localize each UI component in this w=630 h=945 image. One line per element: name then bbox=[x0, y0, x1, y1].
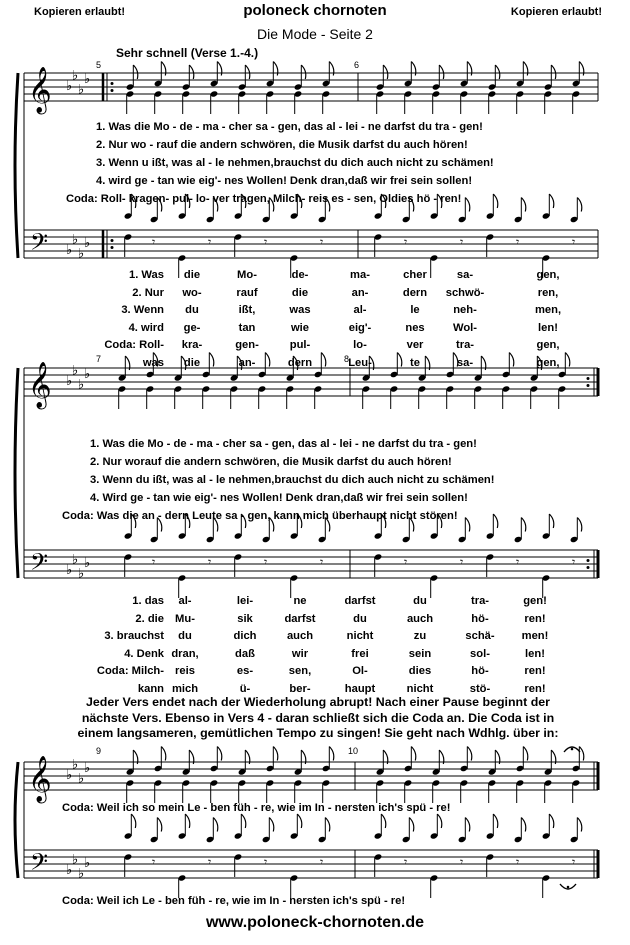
lyric-syllable: 4. wird bbox=[128, 321, 164, 334]
treble-clef: 𝄞 bbox=[28, 67, 52, 113]
note-flag bbox=[381, 814, 386, 828]
lyric-syllable: reis bbox=[175, 665, 195, 677]
lyric-syllable: nicht bbox=[406, 682, 434, 695]
lyric-syllable: 1. Was bbox=[128, 269, 164, 281]
lyric-syllable: darfst bbox=[344, 595, 376, 607]
flat-sign: ♭ bbox=[78, 82, 85, 98]
lyric-line: Coda: Weil ich Le - ben füh - re, wie im In - nersten ich's spü - re! bbox=[62, 895, 406, 907]
measure-number: 9 bbox=[96, 746, 102, 756]
lyric-syllable: hö- bbox=[471, 612, 489, 625]
lyric-syllable: ver bbox=[406, 339, 424, 351]
lyric-line: 3. Wenn u ißt, was al - le nehmen,brauchst du dich auch nicht zu schämen! bbox=[96, 157, 494, 169]
lyric-syllable: 2. Nur bbox=[132, 286, 164, 299]
lyric-syllable: al- bbox=[178, 595, 192, 607]
note-flag bbox=[577, 518, 582, 532]
rest-sign: 𝄾 bbox=[152, 555, 156, 569]
flat-sign: ♭ bbox=[84, 556, 91, 571]
note-flag bbox=[133, 65, 138, 79]
lyric-line: 2. Nur worauf die andern schwören, die Musik darfst du auch hören! bbox=[90, 456, 452, 468]
lyric-line: Coda: Roll- kragen- pul- lo- ver tragen, Milch- reis es - sen, Oldies hö - ren! bbox=[66, 193, 462, 205]
repeat-dot bbox=[587, 384, 590, 387]
lyric-syllable: haupt bbox=[344, 682, 376, 695]
note-flag bbox=[217, 747, 222, 761]
lyric-syllable: du bbox=[185, 304, 199, 316]
note-flag bbox=[411, 747, 416, 761]
rest-sign: 𝄾 bbox=[572, 235, 576, 249]
flat-sign: ♭ bbox=[72, 232, 79, 248]
lyric-syllable: stö- bbox=[469, 682, 491, 695]
lyric-syllable: 3. Wenn bbox=[121, 304, 164, 316]
lyric-line: 2. Nur wo - rauf die andern schwören, die Musik darfst du auch hören! bbox=[96, 139, 468, 151]
lyric-syllable: tan bbox=[238, 321, 256, 334]
note-flag bbox=[465, 818, 470, 832]
note-flag bbox=[577, 818, 582, 832]
note-flag bbox=[577, 198, 582, 212]
rest-sign: 𝄾 bbox=[208, 855, 212, 869]
lyric-syllable: was bbox=[142, 356, 164, 369]
repeat-dot bbox=[111, 89, 114, 92]
lyric-syllable: gen, bbox=[536, 339, 560, 351]
measure-number: 8 bbox=[344, 354, 350, 364]
lyric-syllable: dich bbox=[233, 630, 257, 642]
flat-sign: ♭ bbox=[84, 236, 91, 251]
lyric-syllable: wo- bbox=[182, 286, 202, 299]
rest-sign: 𝄾 bbox=[516, 235, 520, 249]
lyric-syllable: sein bbox=[408, 647, 432, 660]
flat-sign: ♭ bbox=[72, 363, 79, 379]
instruction-line: nächste Vers. Ebenso in Vers 4 - daran schließt sich die Coda an. Die Coda ist in bbox=[81, 710, 555, 725]
lyric-syllable: dies bbox=[408, 665, 432, 677]
lyric-syllable: ißt, bbox=[238, 304, 256, 316]
lyric-syllable: wie bbox=[290, 321, 310, 334]
lyric-syllable: ne bbox=[293, 595, 307, 607]
lyric-syllable: men, bbox=[534, 304, 562, 316]
lyric-syllable: dern bbox=[287, 356, 313, 369]
flat-sign: ♭ bbox=[66, 374, 73, 389]
rest-sign: 𝄾 bbox=[460, 555, 464, 569]
flat-sign: ♭ bbox=[84, 856, 91, 871]
lyric-syllable: auch bbox=[286, 630, 314, 642]
tempo-marking: Sehr schnell (Verse 1.-4.) bbox=[116, 46, 259, 60]
flat-sign: ♭ bbox=[78, 246, 85, 262]
lyric-syllable: wir bbox=[291, 647, 309, 660]
footer-url: www.poloneck-chornoten.de bbox=[205, 914, 425, 931]
note-flag bbox=[325, 818, 330, 832]
rest-sign: 𝄾 bbox=[264, 855, 268, 869]
instructions-paragraph bbox=[28, 695, 608, 742]
note-flag bbox=[493, 814, 498, 828]
lyric-syllable: an- bbox=[351, 286, 369, 299]
note-flag bbox=[465, 518, 470, 532]
fermata-dot bbox=[571, 748, 574, 751]
note-flag bbox=[521, 818, 526, 832]
lyric-syllable: pul- bbox=[289, 339, 311, 351]
system-brace bbox=[15, 762, 18, 878]
lyric-syllable: gen, bbox=[536, 269, 560, 281]
lyric-syllable: ge- bbox=[183, 321, 201, 334]
note-flag bbox=[549, 814, 554, 828]
note-flag bbox=[409, 818, 414, 832]
lyric-syllable: len! bbox=[538, 321, 558, 334]
lyric-syllable: zu bbox=[413, 630, 427, 642]
lyric-syllable: es- bbox=[236, 665, 254, 677]
lyric-syllable: an- bbox=[238, 356, 256, 369]
repeat-dot bbox=[587, 377, 590, 380]
flat-sign: ♭ bbox=[66, 243, 73, 258]
note-flag bbox=[383, 65, 388, 79]
repeat-dot bbox=[111, 246, 114, 249]
note-flag bbox=[521, 198, 526, 212]
lyric-syllable: ren! bbox=[524, 612, 546, 625]
lyric-syllable: gen! bbox=[523, 595, 547, 607]
rest-sign: 𝄾 bbox=[516, 555, 520, 569]
lyric-syllable: Ol- bbox=[352, 665, 368, 677]
lyric-syllable: Leu- bbox=[348, 356, 372, 369]
rest-sign: 𝄾 bbox=[152, 855, 156, 869]
lyric-syllable: hö- bbox=[471, 665, 489, 677]
note-flag bbox=[241, 814, 246, 828]
lyric-syllable: eig'- bbox=[348, 321, 372, 334]
copy-note-left: Kopieren erlaubt! bbox=[34, 6, 126, 18]
note-flag bbox=[297, 814, 302, 828]
fermata-dot bbox=[567, 886, 570, 889]
lyric-syllable: sik bbox=[237, 612, 253, 625]
flat-sign: ♭ bbox=[66, 768, 73, 783]
flat-sign: ♭ bbox=[72, 68, 79, 84]
note-flag bbox=[273, 747, 278, 761]
lyric-syllable: sol- bbox=[470, 647, 490, 660]
flat-sign: ♭ bbox=[84, 761, 91, 776]
note-flag bbox=[493, 194, 498, 208]
lyric-syllable: 4. Denk bbox=[124, 647, 164, 660]
rest-sign: 𝄾 bbox=[460, 235, 464, 249]
measure-number: 6 bbox=[354, 60, 360, 70]
lyric-syllable: sa- bbox=[456, 356, 474, 369]
flat-sign: ♭ bbox=[72, 552, 79, 568]
lyric-syllable: nes bbox=[405, 321, 425, 334]
repeat-dot bbox=[111, 82, 114, 85]
lyric-syllable: lei- bbox=[236, 595, 254, 607]
note-flag bbox=[157, 818, 162, 832]
rest-sign: 𝄾 bbox=[208, 235, 212, 249]
lyric-syllable: Mo- bbox=[237, 269, 257, 281]
rest-sign: 𝄾 bbox=[404, 855, 408, 869]
lyric-syllable: cher bbox=[403, 269, 427, 281]
note-flag bbox=[521, 518, 526, 532]
lyric-syllable: was bbox=[289, 304, 311, 316]
bass-clef: 𝄢 bbox=[30, 548, 49, 581]
lyric-line: 4. wird ge - tan wie eig'- nes Wollen! Denk dran,daß wir frei sein sollen! bbox=[96, 175, 473, 187]
lyric-line: Coda: Weil ich so mein Le - ben füh - re, wie im In - nersten ich's spü - re! bbox=[62, 802, 451, 814]
lyric-syllable: gen- bbox=[235, 339, 259, 351]
note-flag bbox=[549, 514, 554, 528]
lyric-line: 1. Was die Mo - de - ma - cher sa - gen, das al - lei - ne darfst du tra - gen! bbox=[90, 438, 477, 450]
rest-sign: 𝄾 bbox=[460, 855, 464, 869]
lyric-syllable: ren! bbox=[524, 665, 546, 677]
measure-number: 7 bbox=[96, 354, 102, 364]
note-flag bbox=[131, 814, 136, 828]
lyric-syllable: die bbox=[183, 356, 201, 369]
flat-sign: ♭ bbox=[78, 566, 85, 582]
flat-sign: ♭ bbox=[78, 866, 85, 882]
lyric-syllable: 3. brauchst bbox=[104, 630, 164, 642]
note-flag bbox=[439, 65, 444, 79]
treble-clef: 𝄞 bbox=[28, 362, 52, 408]
lyric-syllable: ü- bbox=[239, 682, 251, 695]
lyric-syllable: kra- bbox=[181, 339, 203, 351]
instruction-line: einem langsameren, gemütlichen Tempo zu singen! Sie geht nach Wdhlg. über in: bbox=[77, 726, 559, 740]
rest-sign: 𝄾 bbox=[264, 235, 268, 249]
flat-sign: ♭ bbox=[66, 863, 73, 878]
flat-sign: ♭ bbox=[78, 377, 85, 393]
system-brace bbox=[15, 73, 18, 258]
note-flag bbox=[437, 814, 442, 828]
rest-sign: 𝄾 bbox=[320, 235, 324, 249]
note-flag bbox=[301, 65, 306, 79]
lyric-syllable: ber- bbox=[289, 682, 311, 695]
lyric-line: 4. Wird ge - tan wie eig'- nes Wollen! Denk dran,daß wir frei sein sollen! bbox=[90, 492, 468, 504]
flat-sign: ♭ bbox=[84, 72, 91, 87]
lyric-syllable: schwö- bbox=[445, 286, 485, 299]
lyric-syllable: daß bbox=[235, 647, 255, 660]
note-flag bbox=[465, 198, 470, 212]
note-flag bbox=[213, 818, 218, 832]
rest-sign: 𝄾 bbox=[152, 235, 156, 249]
lyric-line: Coda: Was die an - dern Leute sa - gen, kann mich überhaupt nicht stören! bbox=[62, 510, 458, 522]
rest-sign: 𝄾 bbox=[516, 855, 520, 869]
flat-sign: ♭ bbox=[84, 367, 91, 382]
lyric-syllable: sen, bbox=[288, 665, 312, 677]
measure-number: 10 bbox=[348, 746, 359, 756]
lyric-syllable: sa- bbox=[456, 269, 474, 281]
lyric-syllable: Mu- bbox=[175, 612, 195, 625]
note-flag bbox=[245, 65, 250, 79]
note-flag bbox=[549, 194, 554, 208]
lyric-syllable: ma- bbox=[350, 269, 370, 281]
lyric-syllable: dran, bbox=[171, 647, 199, 660]
lyric-syllable: schä- bbox=[465, 630, 495, 642]
lyric-syllable: neh- bbox=[453, 304, 477, 316]
note-flag bbox=[493, 514, 498, 528]
lyric-syllable: Coda: Milch- bbox=[96, 665, 164, 677]
lyric-syllable: auch bbox=[406, 612, 434, 625]
lyric-syllable: le bbox=[410, 304, 420, 316]
rest-sign: 𝄾 bbox=[572, 855, 576, 869]
note-flag bbox=[551, 65, 556, 79]
copy-note-right: Kopieren erlaubt! bbox=[510, 6, 602, 18]
rest-sign: 𝄾 bbox=[264, 555, 268, 569]
lyric-syllable: men! bbox=[521, 630, 549, 642]
lyric-syllable: ren! bbox=[524, 682, 546, 695]
rest-sign: 𝄾 bbox=[320, 855, 324, 869]
note-flag bbox=[495, 65, 500, 79]
note-flag bbox=[329, 747, 334, 761]
page-subtitle: Die Mode - Seite 2 bbox=[257, 26, 373, 42]
lyric-syllable: tra- bbox=[470, 595, 490, 607]
bass-clef: 𝄢 bbox=[30, 228, 49, 261]
page-title: poloneck chornoten bbox=[243, 2, 387, 19]
lyric-line: 3. Wenn du ißt, was al - le nehmen,brauchst du dich auch nicht zu schämen! bbox=[90, 474, 495, 486]
lyric-syllable: rauf bbox=[236, 286, 258, 299]
measure-number: 5 bbox=[96, 60, 102, 70]
lyric-syllable: 1. das bbox=[132, 595, 164, 607]
note-flag bbox=[523, 747, 528, 761]
system-brace bbox=[15, 368, 18, 578]
flat-sign: ♭ bbox=[78, 771, 85, 787]
lyric-syllable: ren, bbox=[537, 286, 559, 299]
lyric-syllable: du bbox=[413, 595, 427, 607]
lyric-syllable: te bbox=[410, 356, 420, 369]
lyric-syllable: 2. die bbox=[135, 612, 164, 625]
repeat-dot bbox=[587, 559, 590, 562]
lyric-syllable: lo- bbox=[353, 339, 367, 351]
rest-sign: 𝄾 bbox=[572, 555, 576, 569]
rest-sign: 𝄾 bbox=[404, 555, 408, 569]
lyric-syllable: kann bbox=[137, 682, 164, 695]
instruction-line: Jeder Vers endet nach der Wiederholung abrupt! Nach einer Pause beginnt der bbox=[86, 695, 550, 709]
note-flag bbox=[185, 814, 190, 828]
lyric-syllable: darfst bbox=[284, 612, 316, 625]
flat-sign: ♭ bbox=[72, 852, 79, 868]
note-flag bbox=[467, 747, 472, 761]
flat-sign: ♭ bbox=[72, 757, 79, 773]
lyric-syllable: die bbox=[291, 286, 309, 299]
lyric-syllable: tra- bbox=[455, 339, 475, 351]
treble-clef: 𝄞 bbox=[28, 756, 52, 802]
lyric-syllable: nicht bbox=[346, 630, 374, 642]
repeat-dot bbox=[111, 239, 114, 242]
rest-sign: 𝄾 bbox=[320, 555, 324, 569]
rest-sign: 𝄾 bbox=[208, 555, 212, 569]
lyric-syllable: du bbox=[178, 630, 192, 642]
lyric-syllable: len! bbox=[525, 647, 545, 660]
lyric-syllable: die bbox=[183, 269, 201, 281]
lyric-syllable: frei bbox=[351, 647, 369, 660]
flat-sign: ♭ bbox=[66, 79, 73, 94]
lyric-syllable: gen, bbox=[536, 356, 560, 369]
note-flag bbox=[189, 65, 194, 79]
lyric-syllable: Coda: Roll- bbox=[104, 339, 164, 351]
repeat-dot bbox=[587, 566, 590, 569]
lyric-line: 1. Was die Mo - de - ma - cher sa - gen, das al - lei - ne darfst du tra - gen! bbox=[96, 121, 483, 133]
note-flag bbox=[161, 747, 166, 761]
flat-sign: ♭ bbox=[66, 563, 73, 578]
rest-sign: 𝄾 bbox=[404, 235, 408, 249]
lyric-syllable: de- bbox=[291, 269, 309, 281]
lyric-syllable: dern bbox=[402, 286, 428, 299]
lyric-syllable: Wol- bbox=[452, 321, 478, 334]
bass-clef: 𝄢 bbox=[30, 848, 49, 881]
lyric-syllable: du bbox=[353, 612, 367, 625]
lyric-syllable: mich bbox=[171, 682, 199, 695]
lyric-syllable: al- bbox=[353, 304, 367, 316]
note-flag bbox=[269, 818, 274, 832]
note-flag bbox=[579, 747, 584, 761]
